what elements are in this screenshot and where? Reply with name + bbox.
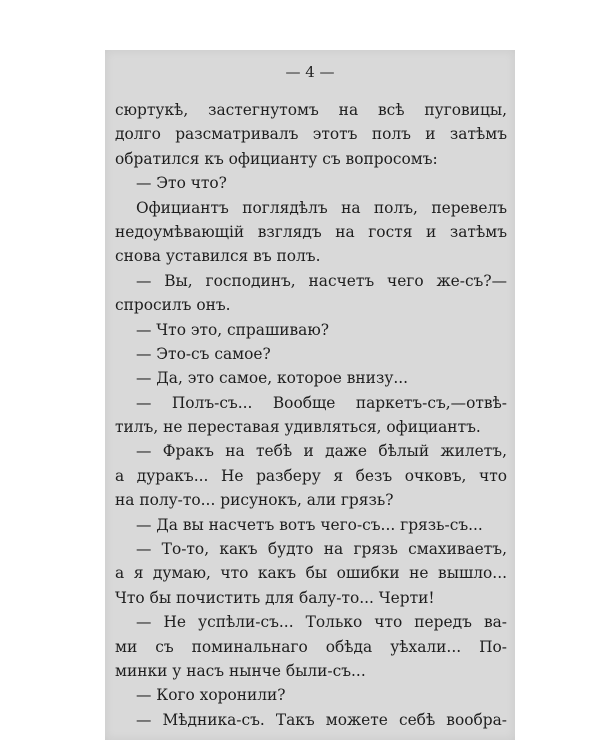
text-line: — То-то, какъ будто на грязь смахиваетъ, bbox=[136, 540, 507, 559]
text-line: — Да, это самое, которое внизу... bbox=[136, 369, 409, 388]
text-line: — Что это, спрашиваю? bbox=[136, 320, 329, 339]
text-line: Что бы почистить для балу-то... Черти! bbox=[115, 588, 435, 607]
book-page bbox=[105, 50, 515, 740]
text-line: — Вы, господинъ, насчетъ чего же-съ?— bbox=[136, 271, 507, 290]
text-line: недоумѣвающій взглядъ на гостя и затѣмъ bbox=[115, 222, 507, 241]
text-line: тилъ, не переставая удивляться, официантъ. bbox=[115, 418, 481, 437]
text-line: ми съ поминальнаго обѣда уѣхали... По- bbox=[115, 637, 507, 656]
text-line: снова уставился въ полъ. bbox=[115, 247, 321, 266]
text-line: — Кого хоронили? bbox=[136, 686, 286, 705]
text-line: а дуракъ... Не разберу я безъ очковъ, что bbox=[115, 466, 507, 485]
text-line: а я думаю, что какъ бы ошибки не вышло... bbox=[115, 564, 507, 583]
text-line: — Не успѣли-съ... Только что передъ ва- bbox=[136, 613, 507, 632]
text-line: сюртукѣ, застегнутомъ на всѣ пуговицы, bbox=[115, 101, 507, 119]
page-number: — 4 — bbox=[285, 63, 335, 81]
text-line: — Фракъ на тебѣ и даже бѣлый жилетъ, bbox=[136, 442, 507, 461]
text-line: спросилъ онъ. bbox=[115, 296, 231, 315]
text-line: — Мѣдника-съ. Такъ можете себѣ вообра- bbox=[136, 710, 507, 729]
text-line: — Полъ-съ... Вообще паркетъ-съ,—отвѣ- bbox=[136, 393, 507, 412]
text-line: обратился къ официанту съ вопросомъ: bbox=[115, 149, 438, 168]
text-block bbox=[115, 98, 507, 732]
text-line: на полу-то... рисунокъ, али грязь? bbox=[115, 491, 394, 510]
text-line: Официантъ поглядѣлъ на полъ, перевелъ bbox=[136, 198, 507, 217]
text-line: — Это что? bbox=[136, 174, 227, 193]
text-line: — Да вы насчетъ вотъ чего-съ... грязь-съ... bbox=[136, 515, 483, 534]
text-line: минки у насъ нынче были-съ... bbox=[115, 661, 366, 680]
text-line: долго разсматривалъ этотъ полъ и затѣмъ bbox=[115, 125, 507, 144]
text-line: — Это-съ самое? bbox=[136, 344, 271, 363]
